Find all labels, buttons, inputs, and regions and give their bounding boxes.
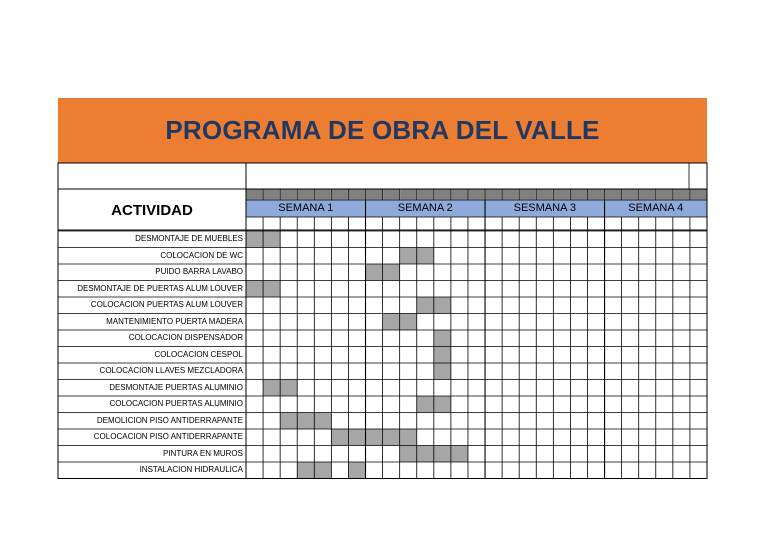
gantt-bar-cell	[331, 429, 348, 446]
activity-label: DESMONTAJE PUERTAS ALUMINIO	[109, 382, 243, 392]
gantt-bar-cell	[400, 248, 417, 265]
activity-label: COLOCACION PUERTAS ALUM LOUVER	[90, 300, 243, 309]
activity-label: COLOCACION DE WC	[160, 250, 243, 260]
activity-label: COLOCACION DISPENSADOR	[128, 333, 243, 342]
gantt-bar-cell	[451, 446, 468, 463]
strip-cell	[554, 190, 570, 200]
gantt-bar-cell	[297, 413, 314, 430]
gantt-bar-cell	[400, 314, 417, 331]
strip-cell	[622, 190, 638, 200]
gantt-bar-cell	[417, 297, 434, 314]
strip-cell	[520, 190, 536, 200]
activity-label: COLOCACION CESPOL	[154, 349, 243, 359]
gantt-bar-cell	[348, 462, 365, 479]
week-label: SEMANA 2	[397, 202, 453, 214]
strip-cell	[690, 190, 706, 200]
gantt-bar-cell	[417, 396, 434, 413]
activity-label: PUIDO BARRA LAVABO	[155, 267, 243, 276]
gantt-bar-cell	[400, 446, 417, 463]
gantt-bar-cell	[263, 281, 280, 298]
gantt-bar-cell	[314, 462, 331, 479]
gantt-bar-cell	[280, 380, 297, 397]
gantt-bar-cell	[383, 264, 400, 281]
week-label: SEMANA 4	[628, 202, 684, 214]
strip-cell	[605, 190, 621, 200]
strip-cell	[366, 190, 382, 200]
actividad-header: ACTIVIDAD	[111, 201, 193, 219]
gantt-bar-cell	[280, 413, 297, 430]
gantt-bar-cell	[246, 231, 263, 248]
strip-cell	[656, 190, 672, 200]
gantt-bar-cell	[434, 446, 451, 463]
gantt-bar-cell	[366, 429, 383, 446]
week-label: SESMANA 3	[513, 202, 576, 214]
page-title: PROGRAMA DE OBRA DEL VALLE	[165, 115, 600, 145]
strip-cell	[332, 190, 348, 200]
strip-cell	[264, 190, 280, 200]
activity-label: INSTALACION HIDRAULICA	[139, 465, 243, 474]
strip-cell	[503, 190, 519, 200]
activity-label: COLOCACION LLAVES MEZCLADORA	[99, 366, 243, 375]
strip-cell	[417, 190, 433, 200]
gantt-bar-cell	[297, 462, 314, 479]
strip-cell	[281, 190, 297, 200]
gantt-bar-cell	[366, 264, 383, 281]
gantt-bar-cell	[263, 380, 280, 397]
gantt-bar-cell	[383, 314, 400, 331]
activity-label: DESMONTAJE DE PUERTAS ALUM LOUVER	[77, 283, 243, 293]
strip-cell	[298, 190, 314, 200]
activity-label: PINTURA EN MUROS	[162, 448, 243, 458]
gantt-bar-cell	[417, 446, 434, 463]
strip-cell	[571, 190, 587, 200]
week-label: SEMANA 1	[278, 202, 334, 214]
gantt-bar-cell	[434, 363, 451, 380]
activity-label: COLOCACION PISO ANTIDERRAPANTE	[93, 432, 243, 441]
strip-cell	[639, 190, 655, 200]
strip-cell	[349, 190, 365, 200]
strip-cell	[486, 190, 502, 200]
gantt-bar-cell	[434, 297, 451, 314]
strip-cell	[468, 190, 484, 200]
activity-label: COLOCACION PUERTAS ALUMINIO	[109, 399, 243, 408]
activity-label: DESMONTAJE DE MUEBLES	[135, 234, 243, 243]
gantt-bar-cell	[383, 429, 400, 446]
gantt-bar-cell	[246, 281, 263, 298]
strip-cell	[383, 190, 399, 200]
gantt-bar-cell	[348, 429, 365, 446]
gantt-bar-cell	[400, 429, 417, 446]
strip-cell	[400, 190, 416, 200]
gantt-bar-cell	[417, 248, 434, 265]
strip-cell	[673, 190, 689, 200]
activity-label: MANTENIMIENTO PUERTA MADERA	[106, 316, 243, 326]
strip-cell	[588, 190, 604, 200]
strip-cell	[315, 190, 331, 200]
gantt-bar-cell	[434, 330, 451, 347]
gantt-bar-cell	[434, 396, 451, 413]
strip-cell	[434, 190, 450, 200]
gantt-bar-cell	[314, 413, 331, 430]
gantt-bar-cell	[434, 347, 451, 364]
activity-label: DEMOLICION PISO ANTIDERRAPANTE	[96, 415, 243, 425]
strip-cell	[247, 190, 263, 200]
strip-cell	[537, 190, 553, 200]
gantt-bar-cell	[263, 231, 280, 248]
strip-cell	[451, 190, 467, 200]
